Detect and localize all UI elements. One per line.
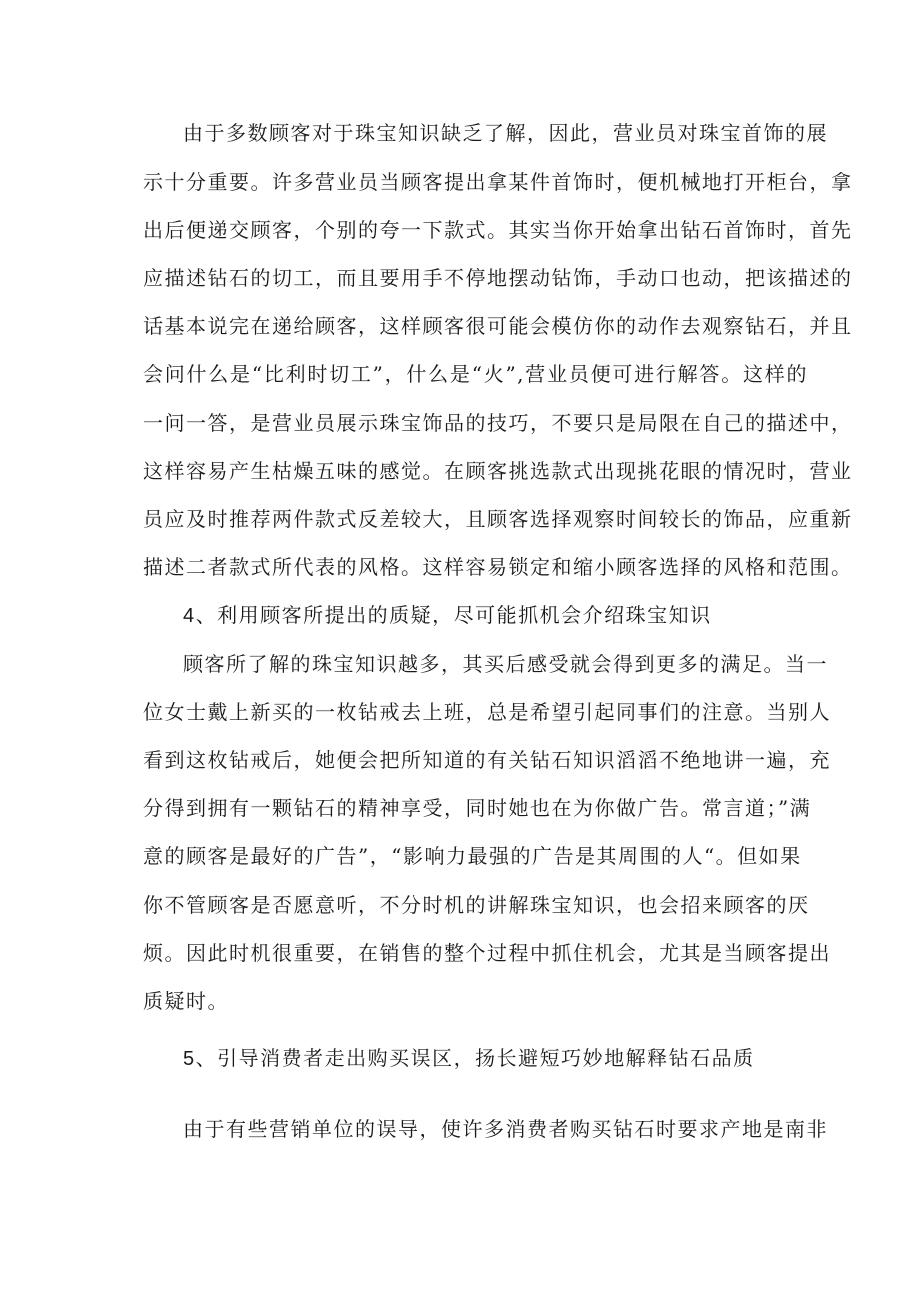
p2-line-6: 你不管顾客是否愿意听，不分时机的讲解珠宝知识，也会招来顾客的厌 [143,893,810,917]
p2-line-7: 烦。因此时机很重要，在销售的整个过程中抓住机会，尤其是当顾客提出 [143,941,831,965]
p1-line-10: 描述二者款式所代表的风格。这样容易锁定和缩小顾客选择的风格和范围。 [143,555,853,579]
p2-line-4: 分得到拥有一颗钻石的精神享受，同时她也在为你做广告。常言道；”满 [143,796,812,820]
p1-line-1: 由于多数顾客对于珠宝知识缺乏了解，因此，营业员对珠宝首饰的展 [183,121,828,145]
p1-line-7: 一问一答，是营业员展示珠宝饰品的技巧，不要只是局限在自己的描述中， [143,411,853,435]
p1-line-5: 话基本说完在递给顾客，这样顾客很可能会模仿你的动作去观察钻石，并且 [143,314,853,338]
p1-line-4: 应描述钻石的切工，而且要用手不停地摆动钻饰，手动口也动，把该描述的 [143,266,853,290]
p3-line-1: 由于有些营销单位的误导，使许多消费者购买钻石时要求产地是南非 [183,1117,828,1141]
p1-line-8: 这样容易产生枯燥五味的感觉。在顾客挑选款式出现挑花眼的情况时，营业 [143,459,853,483]
p1-line-3: 出后便递交顾客，个别的夸一下款式。其实当你开始拿出钻石首饰时，首先 [143,218,853,242]
p2-line-3: 看到这枚钻戒后，她便会把所知道的有关钻石知识滔滔不绝地讲一遍，充 [143,748,831,772]
section-heading-5 [183,1046,848,1071]
heading-5-text: 引导消费者走出购买误区，扬长避短巧妙地解释钻石品质 [217,1046,755,1070]
p2-line-2: 位女士戴上新买的一枚钻戒去上班，总是希望引起同事们的注意。当别人 [143,700,831,724]
p2-line-8: 质疑时。 [143,989,229,1013]
heading-5-number: 5、 [183,1048,218,1070]
section-heading-4 [183,603,848,628]
heading-4-number: 4、 [183,605,218,627]
p2-line-1: 顾客所了解的珠宝知识越多，其买后感受就会得到更多的满足。当一 [183,652,828,676]
heading-4-text: 利用顾客所提出的质疑，尽可能抓机会介绍珠宝知识 [217,603,712,627]
p1-line-2: 示十分重要。许多营业员当顾客提出拿某件首饰时，便机械地打开柜台，拿 [143,170,853,194]
p2-line-5: 意的顾客是最好的广告”，“影响力最强的广告是其周围的人“。但如果 [143,844,802,868]
p1-line-9: 员应及时推荐两件款式反差较大，且顾客选择观察时间较长的饰品，应重新 [143,507,853,531]
p1-line-6: 会问什么是“比利时切工”，什么是“火”,营业员便可进行解答。这样的 [143,362,808,386]
